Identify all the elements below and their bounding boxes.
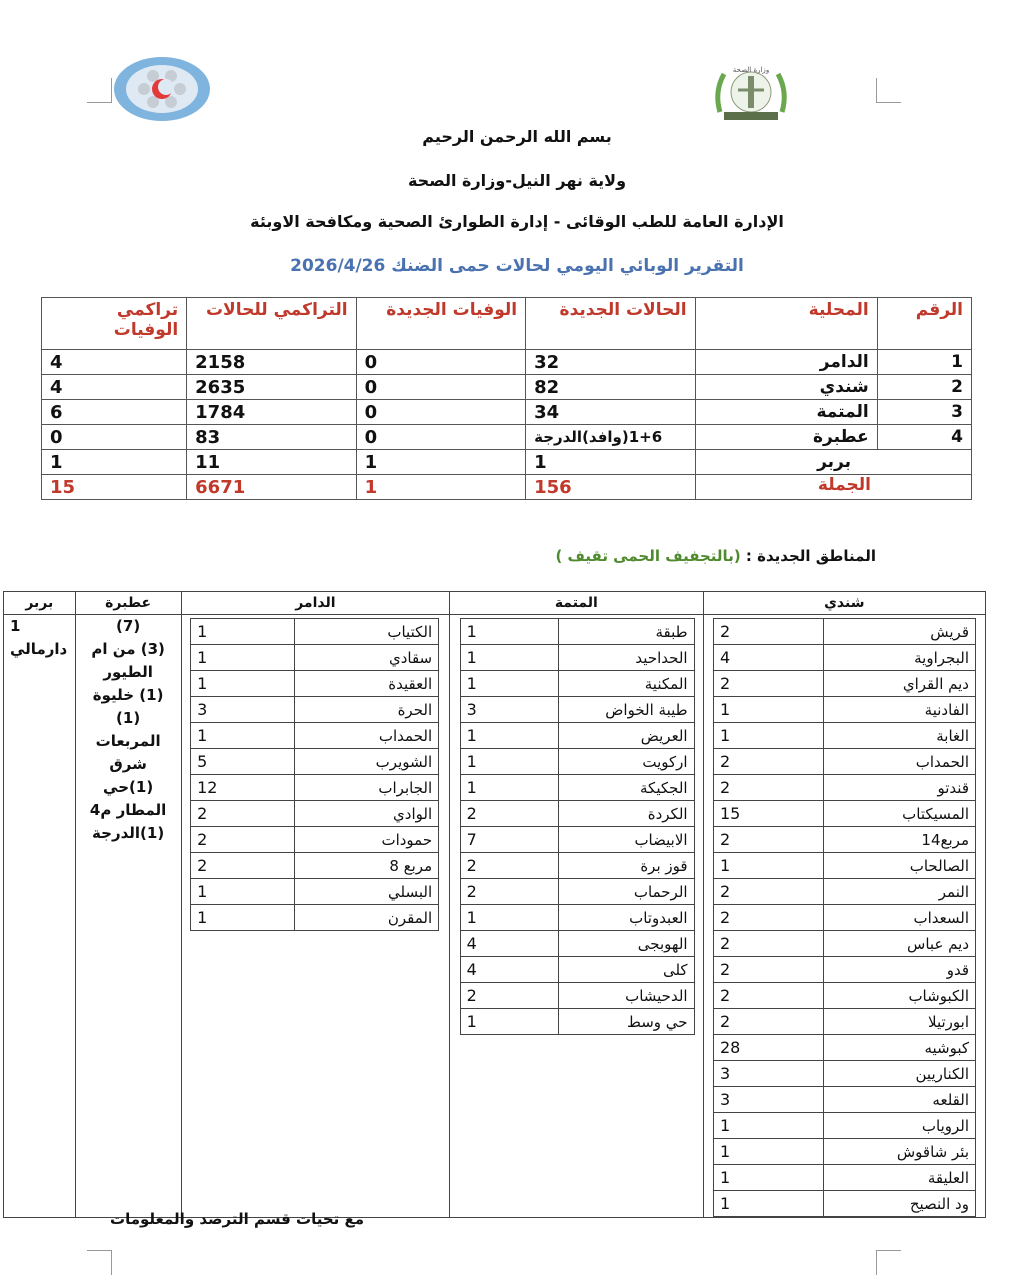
area-count: 2: [460, 801, 558, 827]
area-count: 2: [191, 853, 295, 879]
area-count: 2: [714, 749, 824, 775]
table-row: [42, 400, 972, 425]
area-row: [191, 801, 439, 827]
column-header: التراكمي للحالات: [187, 298, 356, 350]
area-row: [191, 827, 439, 853]
area-count: 3: [460, 697, 558, 723]
areas-header-row: [4, 592, 986, 615]
area-count: 2: [714, 775, 824, 801]
area-line: المطار م4: [89, 801, 167, 819]
area-count: 5: [191, 749, 295, 775]
area-count: 1: [460, 775, 558, 801]
area-name: الشويرب: [295, 749, 439, 775]
area-count: 3: [714, 1087, 824, 1113]
area-line: (1)حي: [103, 778, 154, 796]
area-count: 1: [714, 1165, 824, 1191]
area-count: 1: [191, 619, 295, 645]
red-crescent-logo: [113, 56, 211, 122]
area-name: العبدوتاب: [558, 905, 694, 931]
area-row: [714, 1087, 976, 1113]
area-count: 2: [460, 983, 558, 1009]
area-line: (1): [116, 709, 141, 727]
new-deaths: 1: [356, 450, 525, 475]
area-count: 15: [714, 801, 824, 827]
area-row: [460, 1009, 694, 1035]
area-line: المربعات: [95, 732, 161, 750]
area-row: [714, 931, 976, 957]
area-name: المسيكتاب: [824, 801, 976, 827]
area-row: [714, 1009, 976, 1035]
area-row: [460, 853, 694, 879]
area-name: العريض: [558, 723, 694, 749]
report-title: التقرير الوبائي اليومي لحالات حمى الضنك 2026/4/26: [290, 256, 744, 276]
area-name: قريش: [824, 619, 976, 645]
area-count: 1: [460, 671, 558, 697]
damer-cell: [181, 615, 449, 1218]
area-name: القلعه: [824, 1087, 976, 1113]
area-count: 3: [714, 1061, 824, 1087]
area-row: [714, 697, 976, 723]
area-count: 1: [714, 1113, 824, 1139]
area-name: الابيضاب: [558, 827, 694, 853]
area-name: المقرن: [295, 905, 439, 931]
area-name: الكتياب: [295, 619, 439, 645]
area-count: 1: [714, 1191, 824, 1217]
area-row: [714, 1165, 976, 1191]
area-count: 2: [191, 827, 295, 853]
area-row: [460, 905, 694, 931]
area-name: البجراوية: [824, 645, 976, 671]
area-name: ديم القراي: [824, 671, 976, 697]
area-count: 2: [714, 983, 824, 1009]
area-count: 28: [714, 1035, 824, 1061]
area-name: كبوشيه: [824, 1035, 976, 1061]
total-cumulative-deaths: 15: [42, 475, 187, 500]
area-row: [714, 645, 976, 671]
area-name: الصالحاب: [824, 853, 976, 879]
area-name: طيبة الخواض: [558, 697, 694, 723]
area-name: الفادنية: [824, 697, 976, 723]
row-number: 3: [877, 400, 971, 425]
table-row: [42, 425, 972, 450]
area-row: [714, 619, 976, 645]
area-count: 1: [191, 879, 295, 905]
area-name: الكناريين: [824, 1061, 976, 1087]
corner-mark-top-left: [87, 78, 112, 103]
svg-text:وزارة الصحة: وزارة الصحة: [732, 66, 770, 74]
area-count: 2: [714, 671, 824, 697]
area-count: 1: [460, 749, 558, 775]
area-count: 1: [460, 645, 558, 671]
column-header-berber: بربر: [4, 592, 76, 615]
area-line: دارمالي: [10, 640, 68, 658]
ministry-of-health-logo: [710, 62, 792, 124]
locality: عطبرة: [695, 425, 877, 450]
area-name: كلى: [558, 957, 694, 983]
cumulative-cases: 2158: [187, 350, 356, 375]
area-row: [191, 775, 439, 801]
area-row: [714, 1113, 976, 1139]
area-row: [460, 619, 694, 645]
area-name: الرحماب: [558, 879, 694, 905]
area-row: [714, 1191, 976, 1217]
area-count: 2: [460, 879, 558, 905]
area-row: [460, 931, 694, 957]
column-header: تراكمي الوفيات: [42, 298, 187, 350]
cumulative-deaths: 4: [42, 350, 187, 375]
area-row: [714, 905, 976, 931]
locality: بربر: [695, 450, 971, 475]
area-name: الهوبجى: [558, 931, 694, 957]
department-title: الإدارة العامة للطب الوقائى - إدارة الطوارئ الصحية ومكافحة الاوبئة: [250, 212, 784, 231]
cumulative-deaths: 4: [42, 375, 187, 400]
area-count: 1: [460, 619, 558, 645]
row-number: 2: [877, 375, 971, 400]
area-name: ود النصيح: [824, 1191, 976, 1217]
area-name: الدحيشاب: [558, 983, 694, 1009]
column-header: الحالات الجديدة: [526, 298, 695, 350]
footer-signature: مع تحيات قسم الترصد والمعلومات: [110, 1210, 365, 1228]
area-name: الكبوشاب: [824, 983, 976, 1009]
matamma-areas-list: [460, 618, 695, 1035]
area-line: الطيور: [103, 663, 153, 681]
row-number: 1: [877, 350, 971, 375]
area-name: اركويت: [558, 749, 694, 775]
new-cases: 82: [526, 375, 695, 400]
area-name: سقادي: [295, 645, 439, 671]
area-name: العليقة: [824, 1165, 976, 1191]
column-header: الوفيات الجديدة: [356, 298, 525, 350]
area-row: [460, 749, 694, 775]
shendi-cell: [703, 615, 985, 1218]
area-count: 4: [714, 645, 824, 671]
total-new-deaths: 1: [356, 475, 525, 500]
area-name: ديم عباس: [824, 931, 976, 957]
total-row: [42, 475, 972, 500]
area-name: النمر: [824, 879, 976, 905]
area-count: 12: [191, 775, 295, 801]
area-line: شرق: [109, 755, 147, 773]
area-row: [460, 671, 694, 697]
area-row: [714, 957, 976, 983]
area-row: [460, 827, 694, 853]
area-count: 2: [191, 801, 295, 827]
area-name: الحمداب: [824, 749, 976, 775]
column-header-damer: الدامر: [181, 592, 449, 615]
area-row: [460, 697, 694, 723]
area-count: 1: [460, 905, 558, 931]
area-name: قوز برة: [558, 853, 694, 879]
area-name: المكنية: [558, 671, 694, 697]
area-row: [714, 671, 976, 697]
locality: شندي: [695, 375, 877, 400]
cumulative-cases: 2635: [187, 375, 356, 400]
area-row: [191, 645, 439, 671]
area-name: الحداحيد: [558, 645, 694, 671]
area-count: 1: [191, 671, 295, 697]
area-row: [714, 983, 976, 1009]
new-areas-table: [3, 591, 986, 1218]
table-header-row: [42, 298, 972, 350]
area-count: 2: [714, 827, 824, 853]
cumulative-deaths: 1: [42, 450, 187, 475]
area-row: [714, 723, 976, 749]
berber-areas: [4, 615, 76, 1218]
column-header-atbara: عطبرة: [75, 592, 181, 615]
column-header: الرقم: [877, 298, 971, 350]
area-line: (7): [116, 617, 141, 635]
area-name: الحمداب: [295, 723, 439, 749]
area-count: 1: [191, 905, 295, 931]
new-deaths: 0: [356, 425, 525, 450]
area-count: 4: [460, 931, 558, 957]
area-row: [191, 671, 439, 697]
areas-body-row: [4, 615, 986, 1218]
area-row: [714, 1139, 976, 1165]
cumulative-cases: 83: [187, 425, 356, 450]
area-name: السعداب: [824, 905, 976, 931]
area-name: طبقة: [558, 619, 694, 645]
area-count: 2: [714, 905, 824, 931]
new-deaths: 0: [356, 350, 525, 375]
area-row: [460, 983, 694, 1009]
locality: المتمة: [695, 400, 877, 425]
area-name: مربع14: [824, 827, 976, 853]
basmala: بسم الله الرحمن الرحيم: [422, 127, 612, 146]
cumulative-deaths: 6: [42, 400, 187, 425]
table-row: [42, 375, 972, 400]
corner-mark-bottom-right: [876, 1250, 901, 1275]
area-row: [460, 801, 694, 827]
cumulative-deaths: 0: [42, 425, 187, 450]
atbara-areas: [75, 615, 181, 1218]
area-name: الجابراب: [295, 775, 439, 801]
area-row: [191, 749, 439, 775]
area-row: [191, 905, 439, 931]
matamma-cell: [450, 615, 703, 1218]
column-header-shendi: شندي: [703, 592, 985, 615]
corner-mark-bottom-left: [87, 1250, 112, 1275]
area-name: حي وسط: [558, 1009, 694, 1035]
area-count: 1: [714, 853, 824, 879]
area-row: [460, 879, 694, 905]
area-name: الجكيكة: [558, 775, 694, 801]
cumulative-cases: 1784: [187, 400, 356, 425]
area-name: الكردة: [558, 801, 694, 827]
area-name: قدو: [824, 957, 976, 983]
area-name: البسلي: [295, 879, 439, 905]
total-cumulative-cases: 6671: [187, 475, 356, 500]
new-areas-label: المناطق الجديدة :: [745, 547, 876, 565]
total-new-cases: 156: [526, 475, 695, 500]
area-row: [460, 723, 694, 749]
area-count: 2: [714, 879, 824, 905]
column-header-matamma: المتمة: [450, 592, 703, 615]
area-row: [460, 645, 694, 671]
area-row: [191, 723, 439, 749]
area-row: [460, 775, 694, 801]
area-count: 1: [460, 723, 558, 749]
area-row: [714, 775, 976, 801]
area-count: 2: [460, 853, 558, 879]
area-name: الغابة: [824, 723, 976, 749]
area-row: [460, 957, 694, 983]
area-line: (1)الدرجة: [92, 824, 165, 842]
area-row: [714, 749, 976, 775]
area-count: 2: [714, 1009, 824, 1035]
new-cases: 1+6(وافد)الدرجة: [526, 425, 695, 450]
daily-report-table: [41, 297, 972, 500]
area-count: 1: [191, 645, 295, 671]
new-cases: 34: [526, 400, 695, 425]
area-count: 2: [714, 931, 824, 957]
area-count: 2: [714, 957, 824, 983]
area-count: 1: [714, 723, 824, 749]
area-row: [191, 879, 439, 905]
area-name: ابورتيلا: [824, 1009, 976, 1035]
area-row: [714, 827, 976, 853]
new-deaths: 0: [356, 375, 525, 400]
area-line: (3) من ام: [91, 640, 165, 658]
area-count: 1: [714, 697, 824, 723]
new-deaths: 0: [356, 400, 525, 425]
locality: الدامر: [695, 350, 877, 375]
column-header: المحلية: [695, 298, 877, 350]
area-line: (1) خليوة: [92, 686, 164, 704]
damer-areas-list: [190, 618, 439, 931]
corner-mark-top-right: [876, 78, 901, 103]
area-name: حمودات: [295, 827, 439, 853]
area-line: 1: [10, 617, 21, 635]
new-areas-heading: [555, 547, 876, 565]
area-row: [714, 1061, 976, 1087]
area-count: 3: [191, 697, 295, 723]
new-areas-note: (بالتجفيف الحمى تقيف ): [555, 547, 741, 565]
area-count: 1: [191, 723, 295, 749]
table-row: [42, 350, 972, 375]
area-row: [714, 853, 976, 879]
area-name: الحرة: [295, 697, 439, 723]
area-name: قندتو: [824, 775, 976, 801]
new-cases: 1: [526, 450, 695, 475]
area-count: 7: [460, 827, 558, 853]
ministry-title: ولاية نهر النيل-وزارة الصحة: [407, 171, 627, 190]
area-count: 1: [460, 1009, 558, 1035]
area-count: 2: [714, 619, 824, 645]
area-count: 1: [714, 1139, 824, 1165]
table-row: [42, 450, 972, 475]
area-row: [191, 853, 439, 879]
new-cases: 32: [526, 350, 695, 375]
area-row: [714, 801, 976, 827]
area-row: [191, 619, 439, 645]
row-number: 4: [877, 425, 971, 450]
shendi-areas-list: [713, 618, 976, 1217]
area-name: الوادي: [295, 801, 439, 827]
area-row: [714, 1035, 976, 1061]
cumulative-cases: 11: [187, 450, 356, 475]
area-row: [714, 879, 976, 905]
area-row: [191, 697, 439, 723]
area-name: الروياب: [824, 1113, 976, 1139]
area-name: مربع 8: [295, 853, 439, 879]
area-name: بئر شاقوش: [824, 1139, 976, 1165]
area-name: العقيدة: [295, 671, 439, 697]
total-label: الجملة: [695, 475, 971, 500]
area-count: 4: [460, 957, 558, 983]
